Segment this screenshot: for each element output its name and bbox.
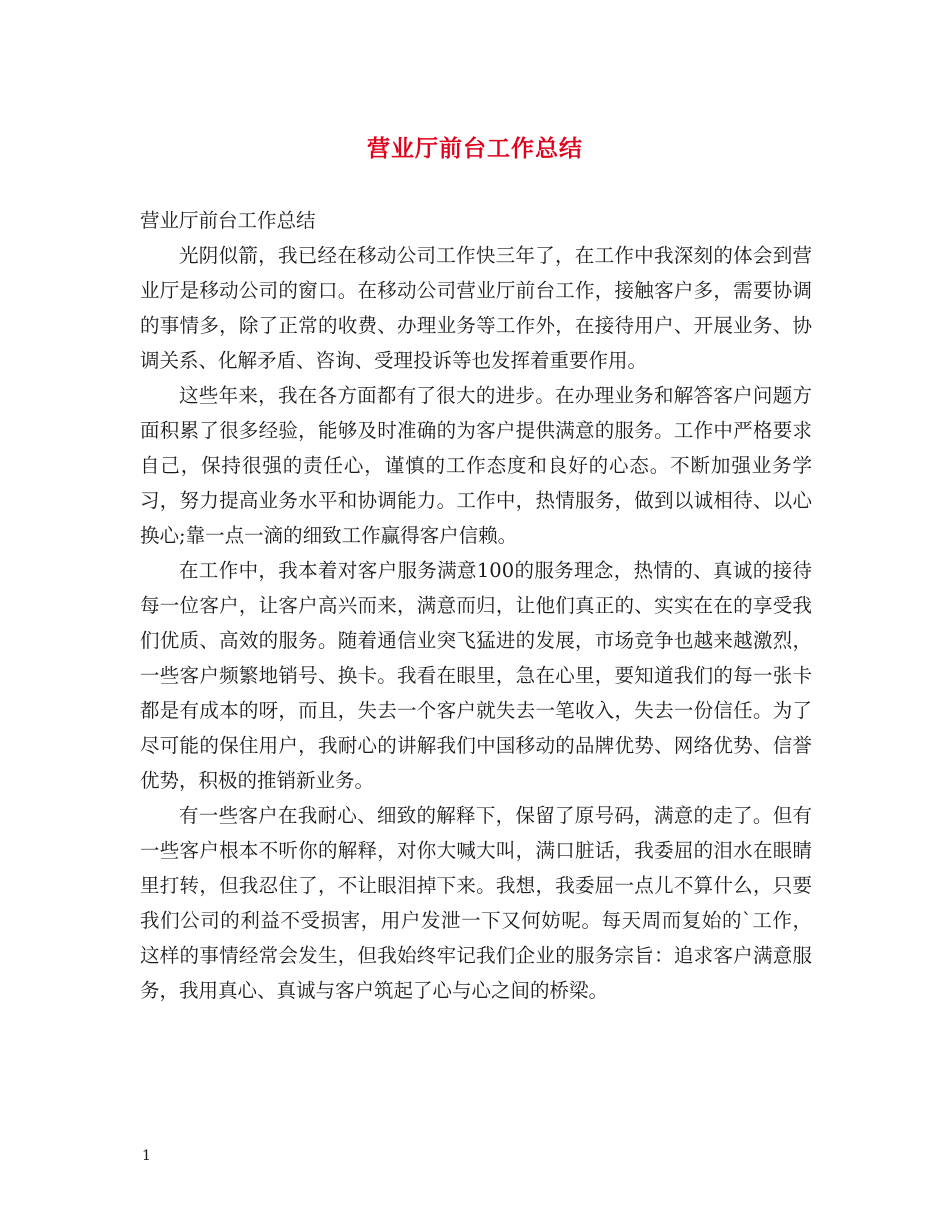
paragraph-3: 在工作中，我本着对客户服务满意100的服务理念，热情的、真诚的接待每一位客户，让客户高兴而来，满意而归，让他们真正的、实实在在的享受我们优质、高效的服务。随着通信业突飞猛进的发展，市场竞争也越来越激烈，一些客户频繁地销号、换卡。我看在眼里，急在心里，要知道我们的每一张卡都是有成本的呀，而且，失去一个客户就失去一笔收入，失去一份信任。为了尽可能的保住用户，我耐心的讲解我们中国移动的品牌优势、网络优势、信誉优势，积极的推销新业务。	[140, 559, 812, 792]
paragraph-2: 这些年来，我在各方面都有了很大的进步。在办理业务和解答客户问题方面积累了很多经验，能够及时准确的为客户提供满意的服务。工作中严格要求自己，保持很强的责任心，谨慎的工作态度和良好的心态。不断加强业务学习，努力提高业务水平和协调能力。工作中，热情服务，做到以诚相待、以心换心;靠一点一滴的细致工作赢得客户信赖。	[140, 384, 812, 547]
document-title: 营业厅前台工作总结	[367, 135, 583, 162]
page-number: 1	[142, 1148, 151, 1164]
document-body	[140, 203, 812, 1008]
paragraph-1: 光阴似箭，我已经在移动公司工作快三年了，在工作中我深刻的体会到营业厅是移动公司的窗口。在移动公司营业厅前台工作，接触客户多，需要协调的事情多，除了正常的收费、办理业务等工作外，在接待用户、开展业务、协调关系、化解矛盾、咨询、受理投诉等也发挥着重要作用。	[140, 244, 812, 372]
document-subheading: 营业厅前台工作总结	[140, 209, 316, 232]
paragraph-4: 有一些客户在我耐心、细致的解释下，保留了原号码，满意的走了。但有一些客户根本不听你的解释，对你大喊大叫，满口脏话，我委屈的泪水在眼睛里打转，但我忍住了，不让眼泪掉下来。我想，我委屈一点儿不算什么，只要我们公司的利益不受损害，用户发泄一下又何妨呢。每天周而复始的`工作，这样的事情经常会发生，但我始终牢记我们企业的服务宗旨：追求客户满意服务，我用真心、真诚与客户筑起了心与心之间的桥梁。	[140, 804, 812, 1002]
